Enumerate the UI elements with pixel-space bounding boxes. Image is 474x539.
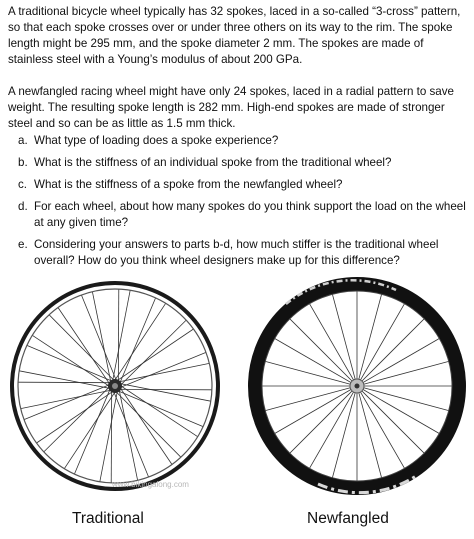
newfangled-spoke (362, 361, 449, 384)
newfangled-spoke (310, 390, 355, 468)
newfangled-spoke (310, 304, 355, 382)
newfangled-spoke (360, 390, 405, 468)
newfangled-spoke (361, 389, 439, 434)
traditional-spoke (121, 386, 198, 437)
question-c (8, 177, 470, 193)
newfangled-spoke (360, 304, 405, 382)
question-letter: d. (18, 200, 28, 213)
wheel-figure (0, 276, 474, 539)
traditional-spoke (19, 371, 109, 389)
newfangled-spoke (275, 339, 353, 384)
traditional-spoke (32, 335, 109, 386)
question-list (8, 133, 470, 275)
newfangled-spoke (265, 361, 352, 384)
question-letter: c. (18, 178, 28, 191)
newfangled-spoke (361, 339, 439, 384)
traditional-spoke (115, 303, 166, 380)
newfangled-spoke (332, 294, 355, 381)
newfangled-spoke (332, 391, 355, 478)
traditional-caption: Traditional (72, 510, 144, 527)
watermark-text: www.bikingalong.com (112, 480, 189, 489)
traditional-spoke (74, 389, 110, 474)
traditional-spoke (64, 392, 115, 469)
question-text: Considering your answers to parts b-d, how much stiffer is the traditional wheel overall? How do you think wheel designers make up for this difference? (34, 238, 439, 267)
newfangled-spoke (275, 389, 353, 434)
traditional-spoke (113, 290, 131, 380)
newfangled-wheel-image (246, 276, 468, 508)
newfangled-caption: Newfangled (307, 510, 389, 527)
question-d (8, 199, 470, 231)
question-b (8, 155, 470, 171)
newfangled-spoke (290, 390, 354, 454)
question-letter: a. (18, 134, 28, 147)
question-e (8, 237, 470, 269)
newfangled-spoke (361, 319, 425, 383)
newfangled-wheel-axle (355, 384, 360, 389)
newfangled-spoke (362, 387, 449, 410)
traditional-spoke (100, 392, 118, 482)
second-paragraph: A newfangled racing wheel might have only 24 spokes, laced in a radial pattern to save weight. The resulting spoke length is 282 mm. High-end spokes are made of stronger steel and so can be as little as 1.5 mm thick. (8, 85, 454, 130)
newfangled-spoke (361, 390, 425, 454)
newfangled-spoke (290, 319, 354, 383)
newfangled-spoke (358, 294, 381, 381)
newfangled-spoke (358, 391, 381, 478)
question-letter: e. (18, 238, 28, 251)
traditional-spoke (121, 384, 211, 402)
question-text: For each wheel, about how many spokes do you think support the load on the wheel at any given time? (34, 200, 466, 229)
newfangled-spoke (265, 387, 352, 410)
question-text: What is the stiffness of a spoke from the newfangled wheel? (34, 178, 343, 191)
traditional-spoke (27, 345, 112, 381)
intro-paragraph: A traditional bicycle wheel typically has 32 spokes, laced in a so-called “3-cross” pattern, so that each spoke crosses over or under three others on its way to the rim. The spoke length might be 295 mm, and the spoke diameter 2 mm. The spokes are made of stainless steel with a Young’s modulus of about 200 GPa. (8, 5, 461, 66)
traditional-spoke (120, 298, 156, 383)
question-text: What type of loading does a spoke experience? (34, 134, 279, 147)
question-text: What is the stiffness of an individual spoke from the traditional wheel? (34, 156, 392, 169)
traditional-wheel-axle (112, 383, 118, 389)
question-a (8, 133, 470, 149)
question-letter: b. (18, 156, 28, 169)
traditional-wheel-image (8, 276, 222, 504)
traditional-spoke (118, 391, 203, 427)
